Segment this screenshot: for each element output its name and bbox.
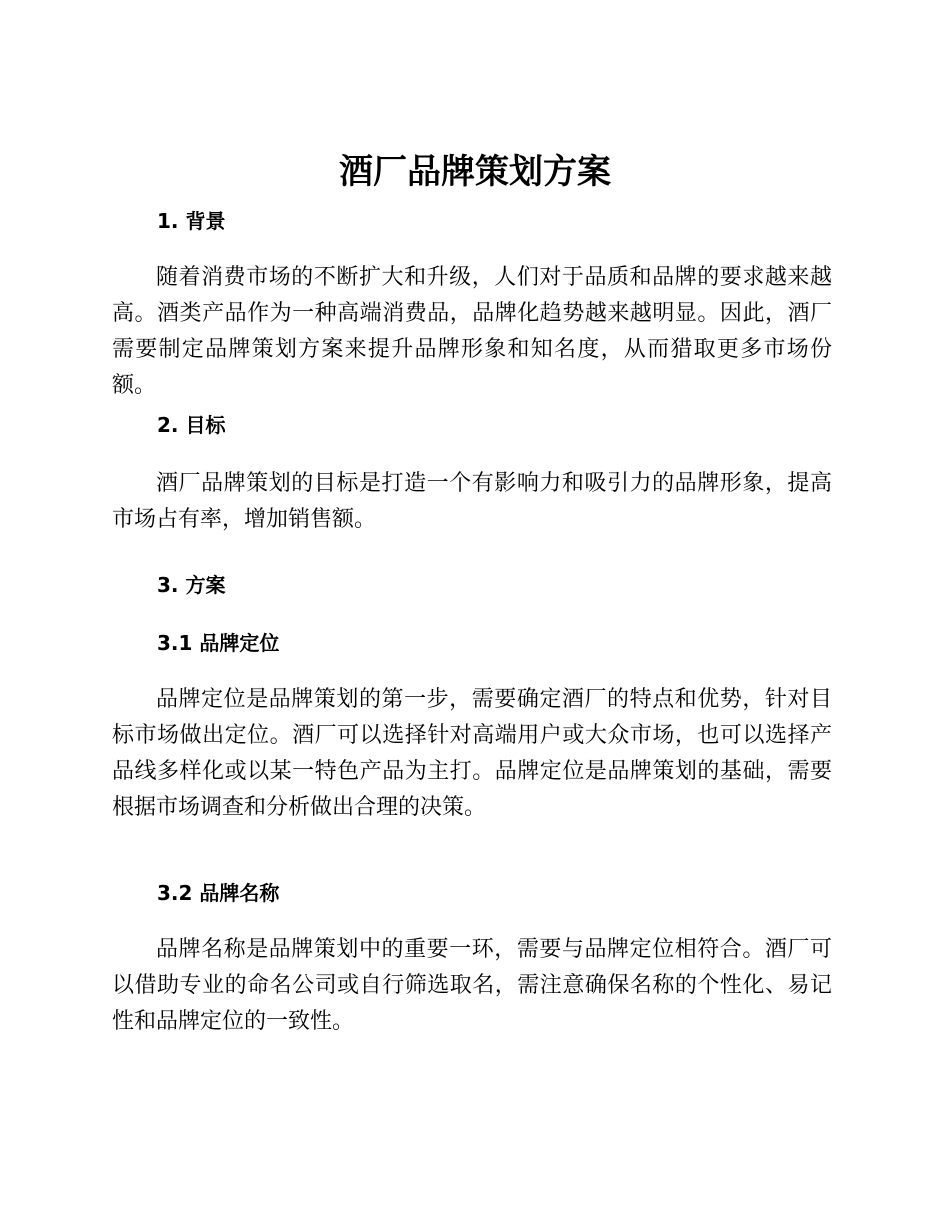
section-paragraph-brand-positioning: 品牌定位是品牌策划的第一步，需要确定酒厂的特点和优势，针对目标市场做出定位。酒厂可以选择针对高端用户或大众市场，也可以选择产品线多样化或以某一特色产品为主打。品牌定位是品牌策划的基础，需要根据市场调查和分析做出合理的决策。 [112,687,832,820]
document-title: 酒厂品牌策划方案 [339,152,611,192]
section-heading-plan: 3. 方案 [157,573,226,597]
section-heading-goal: 2. 目标 [157,413,226,437]
section-paragraph-brand-name: 品牌名称是品牌策划中的重要一环，需要与品牌定位相符合。酒厂可以借助专业的命名公司或自行筛选取名，需注意确保名称的个性化、易记性和品牌定位的一致性。 [112,937,832,1034]
section-paragraph-background: 随着消费市场的不断扩大和升级，人们对于品质和品牌的要求越来越高。酒类产品作为一种高端消费品，品牌化趋势越来越明显。因此，酒厂需要制定品牌策划方案来提升品牌形象和知名度，从而猎取更多市场份额。 [112,265,832,398]
section-heading-brand-name: 3.2 品牌名称 [157,881,280,905]
section-paragraph-goal: 酒厂品牌策划的目标是打造一个有影响力和吸引力的品牌形象，提高市场占有率，增加销售额。 [112,471,832,532]
section-heading-brand-positioning: 3.1 品牌定位 [157,631,280,655]
section-heading-background: 1. 背景 [157,209,226,233]
